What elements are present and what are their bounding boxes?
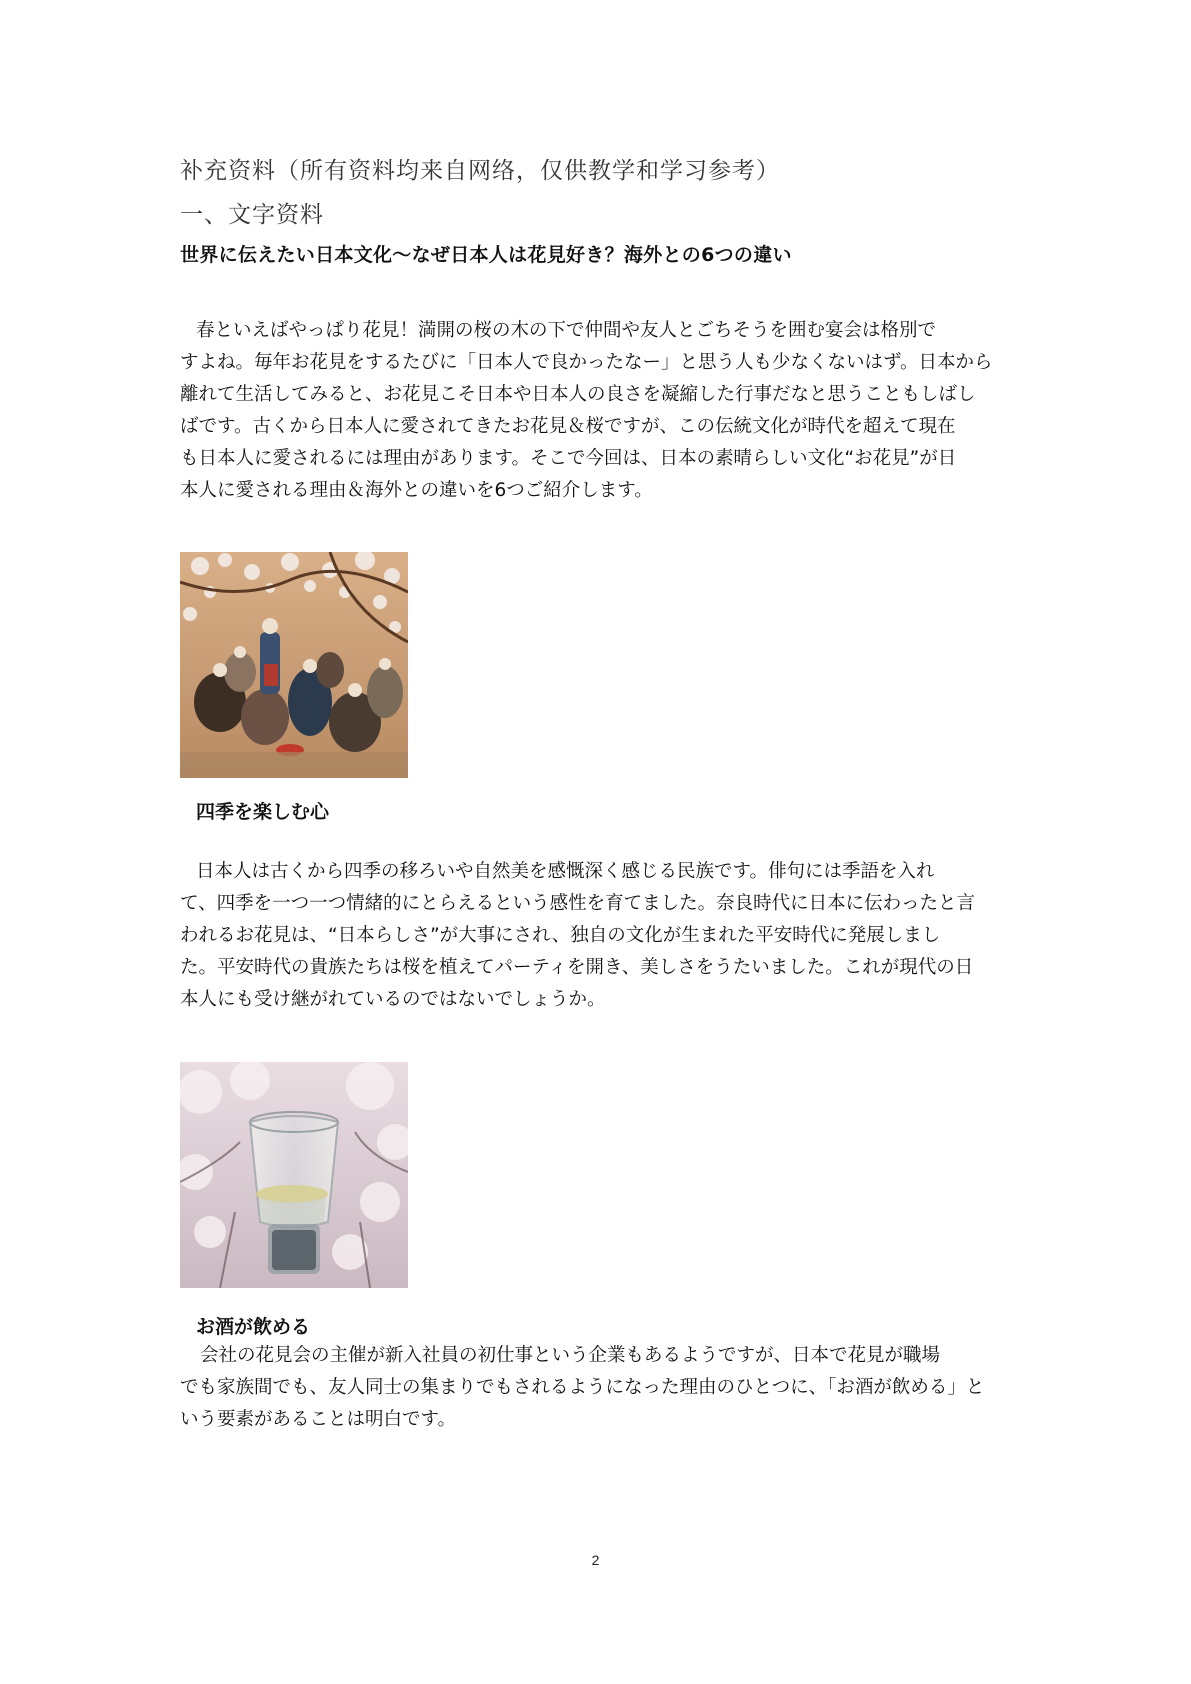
section-paragraph-sake	[180, 1340, 1020, 1436]
text-line: いう要素があることは明白です。	[180, 1409, 457, 1430]
text-line: 本人にも受け継がれているのではないでしょうか。	[180, 989, 606, 1010]
supplement-note: 补充资料（所有资料均来自网络，仅供教学和学习参考）	[180, 158, 780, 184]
text-line: 会社の花見会の主催が新入社員の初仕事という企業もあるようですが、日本で花見が職場	[200, 1345, 941, 1366]
text-line: た。平安時代の貴族たちは桜を植えてパーティを開き、美しさをうたいました。これが現代の日	[180, 957, 974, 978]
section-heading-sake: お酒が飲める	[196, 1316, 311, 1338]
page-number: 2	[591, 1552, 600, 1568]
text-line: すよね。毎年お花見をするたびに「日本人で良かったなー」と思う人も少なくないはず。日本から	[180, 352, 993, 373]
text-line: 本人に愛される理由＆海外との違いを6つご紹介します。	[180, 480, 653, 501]
text-line: も日本人に愛されるには理由があります。そこで今回は、日本の素晴らしい文化“お花見”が日	[180, 448, 957, 469]
intro-paragraph	[180, 315, 1020, 507]
section-heading-seasons: 四季を楽しむ心	[196, 801, 330, 823]
text-line: われるお花見は、“日本らしさ”が大事にされ、独自の文化が生まれた平安時代に発展しまし	[180, 925, 941, 946]
text-line: ばです。古くから日本人に愛されてきたお花見＆桜ですが、この伝統文化が時代を超えて現在	[180, 416, 956, 437]
section-paragraph-seasons	[180, 856, 1020, 1016]
article-headline: 世界に伝えたい日本文化～なぜ日本人は花見好き？海外との6つの違い	[180, 244, 792, 266]
hanami-painting-image	[180, 552, 408, 778]
sake-glass-image	[180, 1062, 408, 1288]
text-line: 春といえばやっぱり花見！満開の桜の木の下で仲間や友人とごちそうを囲む宴会は格別で	[196, 320, 937, 341]
text-line: 日本人は古くから四季の移ろいや自然美を感慨深く感じる民族です。俳句には季語を入れ	[196, 861, 935, 882]
text-line: て、四季を一つ一つ情緒的にとらえるという感性を育てました。奈良時代に日本に伝わったと言	[180, 893, 975, 914]
text-line: 離れて生活してみると、お花見こそ日本や日本人の良さを凝縮した行事だなと思うこともしばし	[180, 384, 976, 405]
section-label-text-materials: 一、文字资料	[180, 202, 324, 228]
text-line: でも家族間でも、友人同士の集まりでもされるようになった理由のひとつに、「お酒が飲める」と	[180, 1377, 985, 1398]
